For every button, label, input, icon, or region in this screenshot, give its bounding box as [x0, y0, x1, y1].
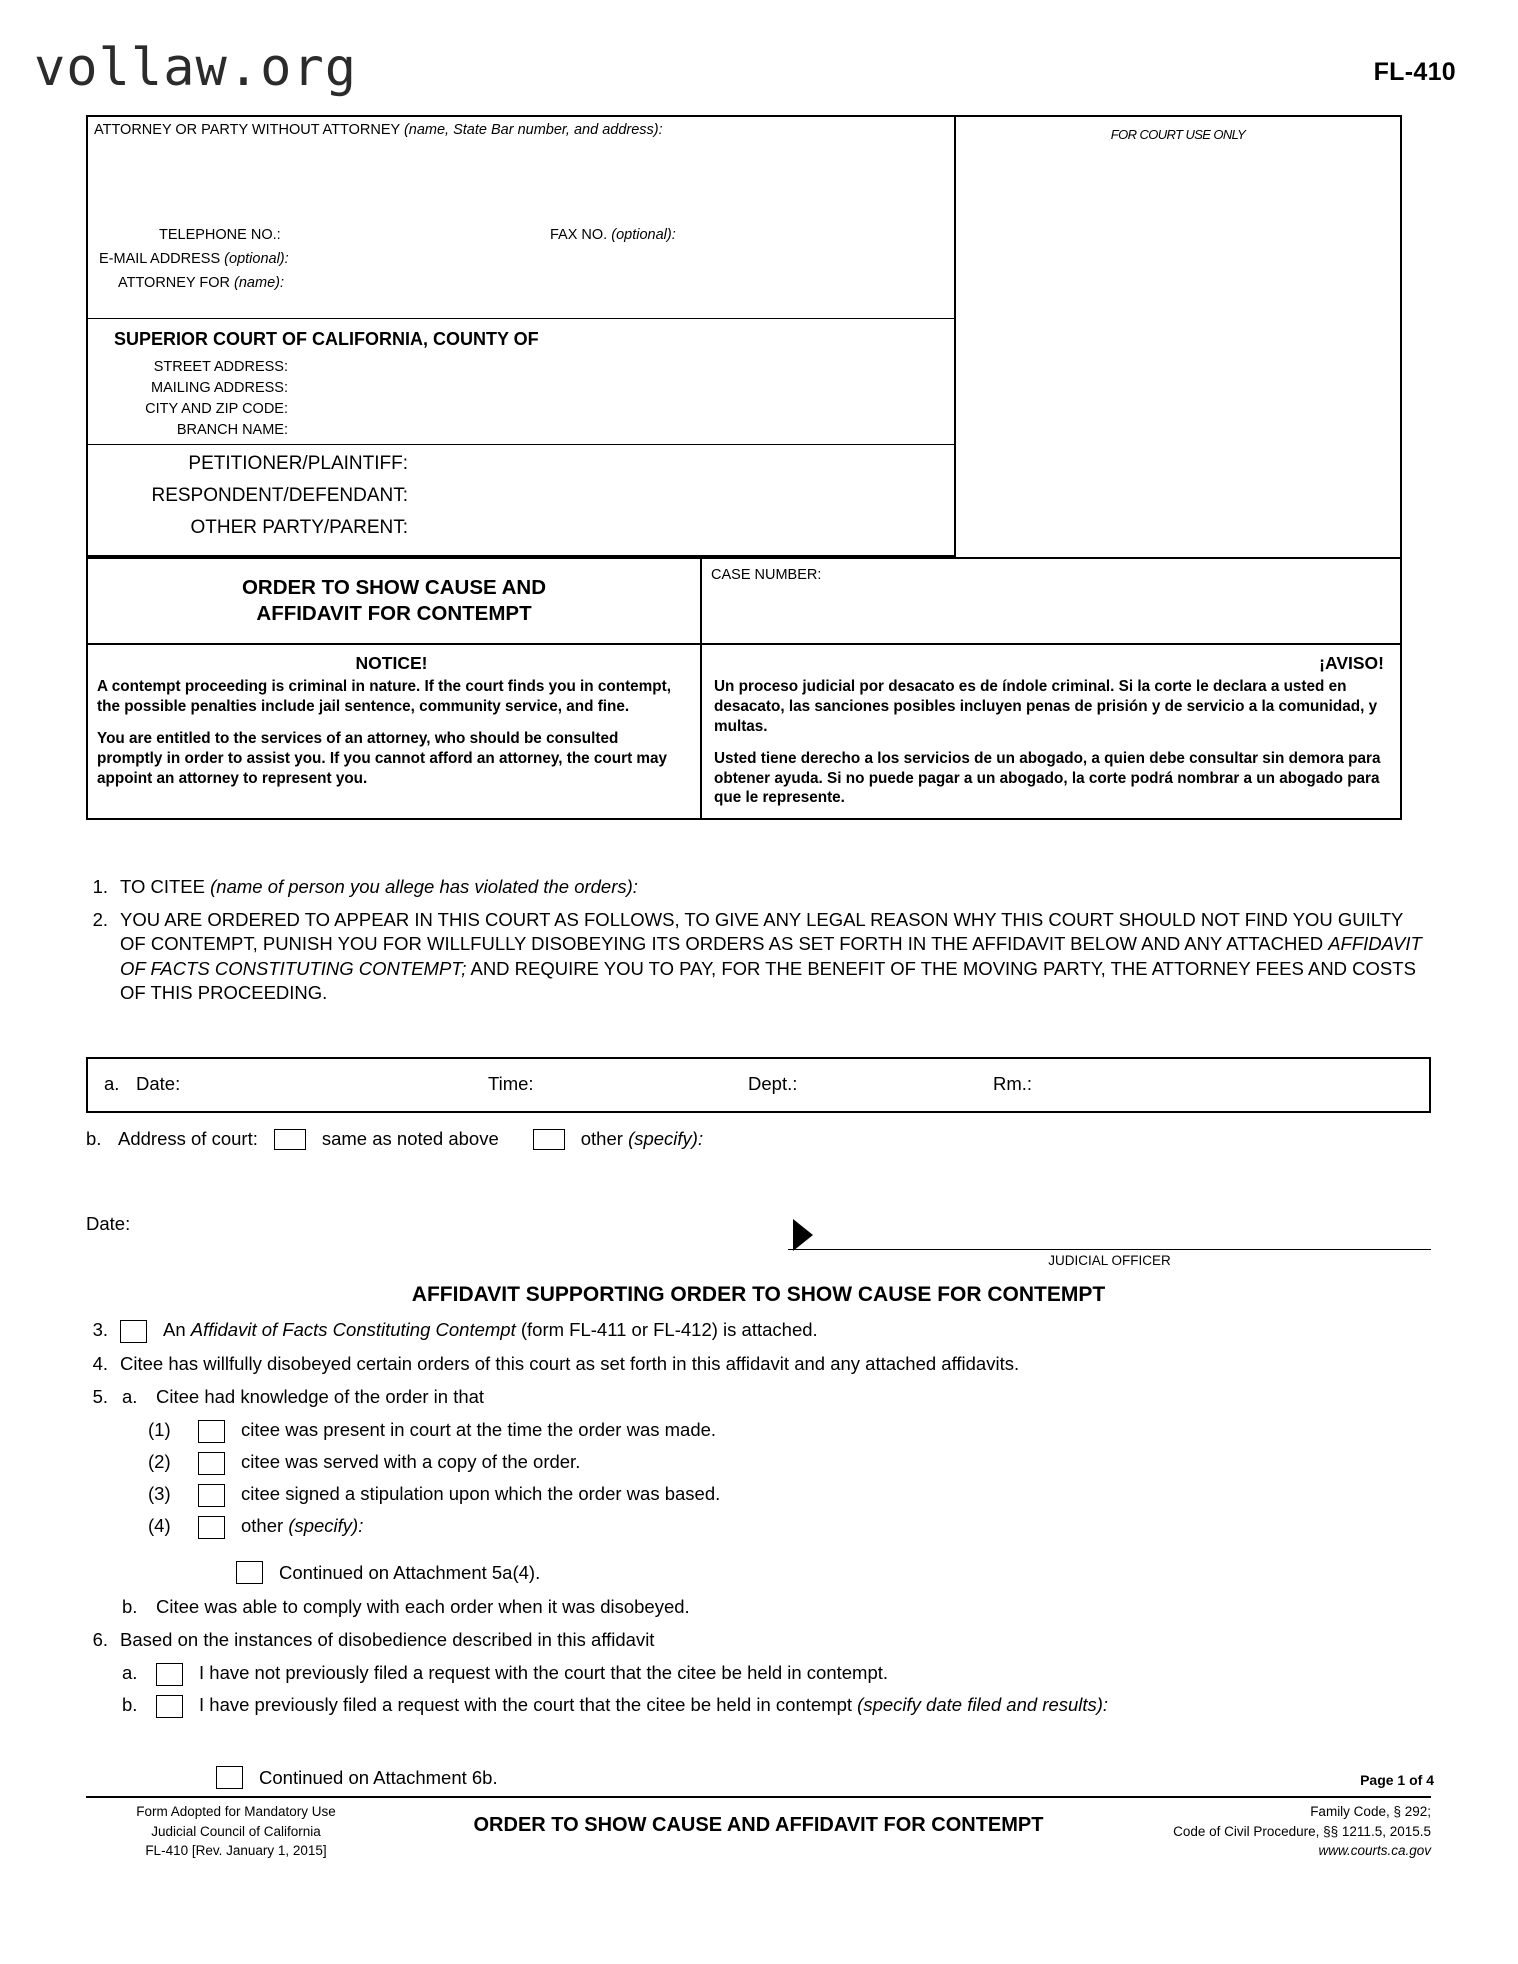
notice-spanish: [702, 645, 1400, 818]
email-label-text: E-MAIL ADDRESS: [99, 251, 221, 267]
footer-form-title: ORDER TO SHOW CAUSE AND AFFIDAVIT FOR CONTEMPT: [473, 1814, 1044, 1836]
notice-heading-english: NOTICE!: [355, 653, 428, 673]
notice-spanish-paragraph-2: Usted tiene derecho a los servicios de un abogado, a quien debe consultar sin demora para obtener ayuda. Si no puede pagar a un abogado, la corte podrá nombrar a un abogado para que le represente.: [714, 749, 1381, 807]
email-label-italic: (optional):: [224, 251, 289, 267]
hearing-dept-label: Dept.:: [748, 1073, 798, 1094]
item-6b-text: [199, 1693, 1431, 1717]
notice-row: [88, 643, 1400, 818]
item-1: [86, 875, 1431, 900]
item-6: [86, 1628, 1431, 1652]
item-5a-2-text: citee was served with a copy of the order.: [241, 1451, 581, 1473]
item-2-text: [120, 908, 1431, 1006]
form-code-label: FL-410: [1373, 58, 1456, 86]
item-5a-label: a.: [122, 1386, 138, 1408]
footer-adopted-line-1: Form Adopted for Mandatory Use: [136, 1804, 336, 1819]
email-label: [99, 251, 289, 267]
attorney-for-text: ATTORNEY FOR: [118, 275, 230, 291]
checkbox-no-previous-request[interactable]: [156, 1663, 183, 1686]
city-zip-label: CITY AND ZIP CODE:: [145, 401, 288, 417]
case-number-box[interactable]: [702, 559, 1400, 643]
item-6-text: Based on the instances of disobedience described in this affidavit: [120, 1629, 655, 1651]
notice-english-paragraph-1: A contempt proceeding is criminal in nature. If the court finds you in contempt, the possible penalties include jail sentence, community service, and fine.: [97, 678, 671, 715]
pointer-triangle-icon: [793, 1219, 813, 1251]
checkbox-continued-attachment-6b[interactable]: [216, 1766, 243, 1789]
item-5b-text: Citee was able to comply with each order when it was disobeyed.: [156, 1596, 690, 1618]
other-address-text: other: [580, 1128, 629, 1149]
item-5a-3: [86, 1482, 1431, 1507]
affidavit-heading: AFFIDAVIT SUPPORTING ORDER TO SHOW CAUSE FOR CONTEMPT: [411, 1283, 1106, 1306]
hearing-datetime-bar[interactable]: [86, 1057, 1431, 1113]
order-items: [86, 875, 1431, 1006]
item-4: [86, 1352, 1431, 1376]
for-court-use-label: FOR COURT USE ONLY: [1110, 127, 1246, 142]
continued-attachment-5a4-label: Continued on Attachment 5a(4).: [279, 1561, 541, 1583]
caption-block: [86, 115, 1402, 820]
telephone-label: TELEPHONE NO.:: [159, 227, 281, 243]
item-6b-italic: (specify date filed and results):: [857, 1694, 1109, 1716]
checkbox-affidavit-attached[interactable]: [120, 1320, 147, 1343]
item-3-part-a: An: [163, 1319, 191, 1340]
attorney-label: [94, 122, 954, 138]
item-2b-address-row: [86, 1128, 1431, 1150]
hearing-date-label: Date:: [136, 1073, 181, 1094]
checkbox-knowledge-other[interactable]: [198, 1516, 225, 1539]
signature-date-label: Date:: [86, 1213, 131, 1234]
fax-label-text: FAX NO.: [550, 227, 608, 243]
street-address-label: STREET ADDRESS:: [153, 359, 288, 375]
checkbox-citee-present-in-court[interactable]: [198, 1420, 225, 1443]
item-5a-3-text: citee signed a stipulation upon which the order was based.: [241, 1483, 721, 1505]
attorney-label-italic: (name, State Bar number, and address):: [403, 122, 663, 138]
item-3-part-b: (form FL-411 or FL-412) is attached.: [515, 1319, 818, 1340]
item-6a: [86, 1661, 1431, 1686]
checkbox-citee-served-copy[interactable]: [198, 1452, 225, 1475]
mailing-address-label: MAILING ADDRESS:: [151, 380, 288, 396]
party-names-box[interactable]: [88, 445, 954, 557]
item-6b-part-a: I have previously filed a request with the court that the citee be held in contempt: [199, 1694, 858, 1716]
footer-divider: [86, 1796, 1431, 1798]
item-6a-label: a.: [122, 1662, 138, 1684]
signature-line[interactable]: [788, 1249, 1431, 1250]
item-6a-text: I have not previously filed a request with the court that the citee be held in contempt.: [199, 1662, 889, 1684]
item-2-part-b: AND REQUIRE YOU TO PAY, FOR THE BENEFIT OF THE MOVING PARTY, THE ATTORNEY FEES AND COSTS OF THIS PROCEEDING.: [120, 957, 1416, 1004]
address-of-court-label: Address of court:: [118, 1128, 258, 1149]
footer-adopted-line-3: FL-410 [Rev. January 1, 2015]: [145, 1843, 327, 1859]
item-5a-3-number: (3): [148, 1483, 171, 1505]
item-5b-label: b.: [122, 1596, 138, 1618]
item-5a-4-italic: (specify):: [288, 1515, 364, 1537]
notice-english: [88, 645, 702, 818]
item-5a-1: [86, 1418, 1431, 1443]
site-watermark: vollaw.org: [34, 38, 358, 98]
other-party-label: OTHER PARTY/PARENT:: [190, 517, 408, 538]
item-2-number: 2.: [92, 908, 108, 930]
petitioner-label: PETITIONER/PLAINTIFF:: [188, 453, 408, 474]
footer-adoption-info: [86, 1802, 386, 1861]
item-5a-2: [86, 1450, 1431, 1475]
item-6-number: 6.: [92, 1629, 108, 1651]
item-3-number: 3.: [92, 1319, 108, 1340]
item-5a-4-text: [241, 1514, 1431, 1538]
item-3: [86, 1318, 1431, 1343]
item-5a-4: [86, 1514, 1431, 1539]
item-2: [86, 908, 1431, 1006]
footer-citations: [1131, 1802, 1431, 1861]
fax-label-italic: (optional):: [611, 227, 676, 243]
item-5b: [86, 1595, 1431, 1619]
respondent-label: RESPONDENT/DEFENDANT:: [151, 485, 408, 506]
item-1-number: 1.: [92, 876, 108, 897]
item-1-label: TO CITEE: [120, 876, 211, 897]
item-5-number: 5.: [92, 1386, 108, 1408]
footer-url[interactable]: www.courts.ca.gov: [1318, 1843, 1431, 1859]
hearing-time-label: Time:: [488, 1073, 534, 1094]
footer-adopted-line-2: Judicial Council of California: [151, 1823, 321, 1839]
item-2a-label: a.: [104, 1073, 120, 1094]
footer-citation-line-1: Family Code, § 292;: [1310, 1804, 1431, 1819]
item-1-text: [120, 875, 1431, 900]
other-address-label: [581, 1128, 703, 1150]
same-as-noted-above-label: same as noted above: [321, 1128, 499, 1149]
form-title-line-2: AFFIDAVIT FOR CONTEMPT: [256, 602, 532, 625]
court-info-box[interactable]: [88, 319, 954, 445]
fax-label: [550, 227, 676, 243]
item-2-part-a: YOU ARE ORDERED TO APPEAR IN THIS COURT AS FOLLOWS, TO GIVE ANY LEGAL REASON WHY THIS COURT SHOULD NOT FIND YOU GUILTY OF CONTEMPT, PUNISH YOU FOR WILLFULLY DISOBEYING ITS ORDERS AS SET FORTH IN THE AFFIDAVIT BELOW AND ANY ATTACHED: [120, 908, 1403, 955]
case-number-label: CASE NUMBER:: [711, 567, 822, 583]
item-5a-4-number: (4): [148, 1515, 171, 1537]
item-4-number: 4.: [92, 1353, 108, 1374]
affidavit-items: [86, 1314, 1431, 1718]
continued-attachment-6b-label: Continued on Attachment 6b.: [259, 1766, 498, 1788]
checkbox-citee-signed-stipulation[interactable]: [198, 1484, 225, 1507]
page-number-label: Page 1 of 4: [1360, 1772, 1434, 1788]
attorney-label-text: ATTORNEY OR PARTY WITHOUT ATTORNEY: [94, 122, 400, 138]
footer: [86, 1802, 1431, 1861]
item-5a-text: Citee had knowledge of the order in that: [156, 1386, 485, 1408]
court-title: SUPERIOR COURT OF CALIFORNIA, COUNTY OF: [114, 329, 539, 349]
judicial-officer-label: JUDICIAL OFFICER: [1048, 1253, 1171, 1268]
notice-spanish-paragraph-1: Un proceso judicial por desacato es de índole criminal. Si la corte le declara a usted en desacato, las sanciones posibles incluyen penas de prisión y de servicio a la comunidad, y multas.: [714, 678, 1378, 735]
notice-heading-spanish: ¡AVISO!: [1319, 653, 1384, 673]
hearing-room-label: Rm.:: [993, 1073, 1033, 1094]
checkbox-previous-request-filed[interactable]: [156, 1695, 183, 1718]
for-court-use-box: [956, 117, 1400, 557]
item-4-text: Citee has willfully disobeyed certain orders of this court as set forth in this affidavit and any attached affidavits.: [120, 1353, 1020, 1374]
item-1-italic: (name of person you allege has violated the orders):: [210, 876, 638, 897]
checkbox-same-as-noted-above[interactable]: [274, 1129, 306, 1150]
item-5: [86, 1385, 1431, 1409]
continued-attachment-6b-row: [86, 1766, 498, 1789]
item-5a-4-other-text: other: [241, 1515, 289, 1537]
item-2-italic: AFFIDAVIT OF FACTS CONSTITUTING CONTEMPT;: [120, 933, 1422, 979]
checkbox-continued-attachment-5a4[interactable]: [236, 1561, 263, 1584]
item-5a-1-number: (1): [148, 1419, 171, 1441]
continued-attachment-5a4-row: [236, 1561, 1431, 1584]
item-3-text: [163, 1318, 1431, 1342]
item-3-italic: Affidavit of Facts Constituting Contempt: [190, 1319, 516, 1340]
item-6b: [86, 1693, 1431, 1718]
checkbox-other-address[interactable]: [533, 1129, 565, 1150]
item-6b-label: b.: [122, 1694, 138, 1716]
caption-left-column: [88, 117, 956, 557]
footer-citation-line-2: Code of Civil Procedure, §§ 1211.5, 2015.5: [1173, 1823, 1431, 1839]
form-title-line-1: ORDER TO SHOW CAUSE AND: [241, 575, 547, 599]
item-2b-label: b.: [86, 1128, 102, 1149]
branch-name-label: BRANCH NAME:: [176, 422, 288, 438]
attorney-info-box[interactable]: [88, 117, 954, 319]
item-5a-2-number: (2): [148, 1451, 171, 1473]
attorney-for-label: [118, 275, 284, 291]
attorney-for-italic: (name):: [234, 275, 284, 291]
item-5a-1-text: citee was present in court at the time the order was made.: [241, 1419, 717, 1441]
form-title-box: [88, 559, 702, 643]
notice-english-paragraph-2: You are entitled to the services of an attorney, who should be consulted promptly in order to assist you. If you cannot afford an attorney, the court may appoint an attorney to represent you.: [97, 729, 668, 787]
other-address-italic: (specify):: [628, 1128, 704, 1149]
